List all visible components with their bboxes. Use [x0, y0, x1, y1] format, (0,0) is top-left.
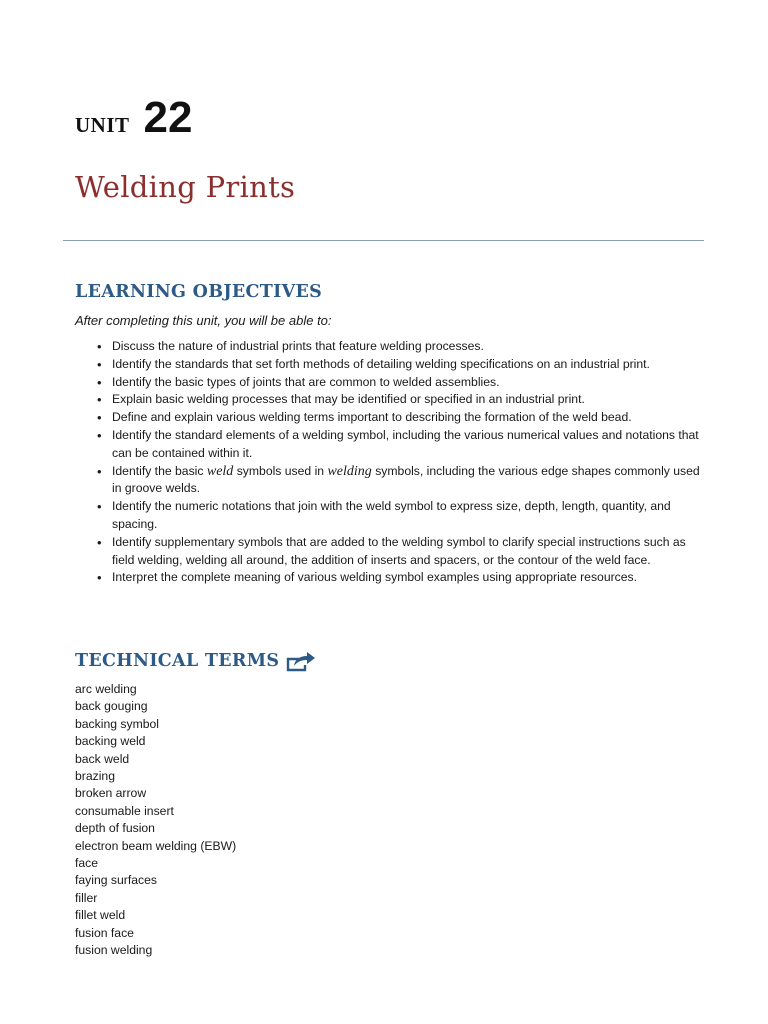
term-item: filler	[75, 890, 98, 905]
term-item: fusion welding	[75, 943, 153, 958]
objective-item: • Identify the standards that set forth methods of detailing welding specifications on an industrial print.	[97, 356, 707, 374]
objectives-intro: After completing this unit, you will be able to:	[75, 313, 332, 328]
technical-terms-list	[75, 681, 236, 960]
term-item: back gouging	[75, 699, 148, 714]
learning-objectives-heading-text: LEARNING OBJECTIVES	[75, 282, 323, 302]
term-item: broken arrow	[75, 786, 147, 801]
objective-item: • Identify the basic types of joints that are common to welded assemblies.	[97, 374, 707, 392]
objective-item-weld-symbols	[97, 463, 707, 499]
chapter-title: Welding Prints	[75, 170, 296, 204]
term-item: backing weld	[75, 734, 146, 749]
objective-item: • Identify supplementary symbols that are added to the welding symbol to clarify special instructions such as field welding, welding all around, the addition of inserts and spacers, or the contour of the weld face.	[97, 534, 707, 570]
technical-terms-heading	[75, 650, 317, 672]
objective-item: • Explain basic welding processes that may be identified or specified in an industrial print.	[97, 391, 707, 409]
header-divider	[63, 240, 704, 241]
objective-item: • Discuss the nature of industrial prints that feature welding processes.	[97, 338, 707, 356]
objective-text: symbols used in	[233, 463, 328, 478]
term-item: face	[75, 856, 99, 871]
objective-item: • Define and explain various welding terms important to describing the formation of the weld bead.	[97, 409, 707, 427]
unit-number: 22	[143, 93, 193, 142]
objective-text: symbols, including the various edge shapes commonly used in groove welds.	[112, 463, 700, 496]
unit-label: UNIT	[75, 113, 130, 137]
technical-terms-heading-text: TECHNICAL TERMS	[75, 651, 280, 671]
term-item: brazing	[75, 769, 115, 784]
term-item: backing symbol	[75, 716, 159, 731]
term-item: fusion face	[75, 925, 134, 940]
learning-objectives-heading	[75, 282, 322, 302]
term-item: back weld	[75, 751, 130, 766]
objective-item: • Identify the numeric notations that join with the weld symbol to express size, depth, length, quantity, and spacing.	[97, 498, 707, 534]
objective-item: • Interpret the complete meaning of various welding symbol examples using appropriate resources.	[97, 569, 707, 587]
term-item: arc welding	[75, 682, 137, 696]
unit-label-line	[75, 93, 193, 142]
objective-text: Identify the basic	[112, 463, 207, 478]
term-item: fillet weld	[75, 908, 126, 923]
objective-emphasis-welding: welding	[327, 463, 372, 479]
term-item: faying surfaces	[75, 873, 157, 888]
objective-item: • Identify the standard elements of a welding symbol, including the various numerical values and notations that can be contained within it.	[97, 427, 707, 463]
objectives-list	[97, 338, 707, 587]
term-item: consumable insert	[75, 803, 174, 818]
term-item: electron beam welding (EBW)	[75, 838, 237, 853]
objective-emphasis-weld: weld	[206, 463, 234, 479]
term-item: depth of fusion	[75, 821, 155, 836]
share-arrow-icon[interactable]	[285, 650, 317, 672]
